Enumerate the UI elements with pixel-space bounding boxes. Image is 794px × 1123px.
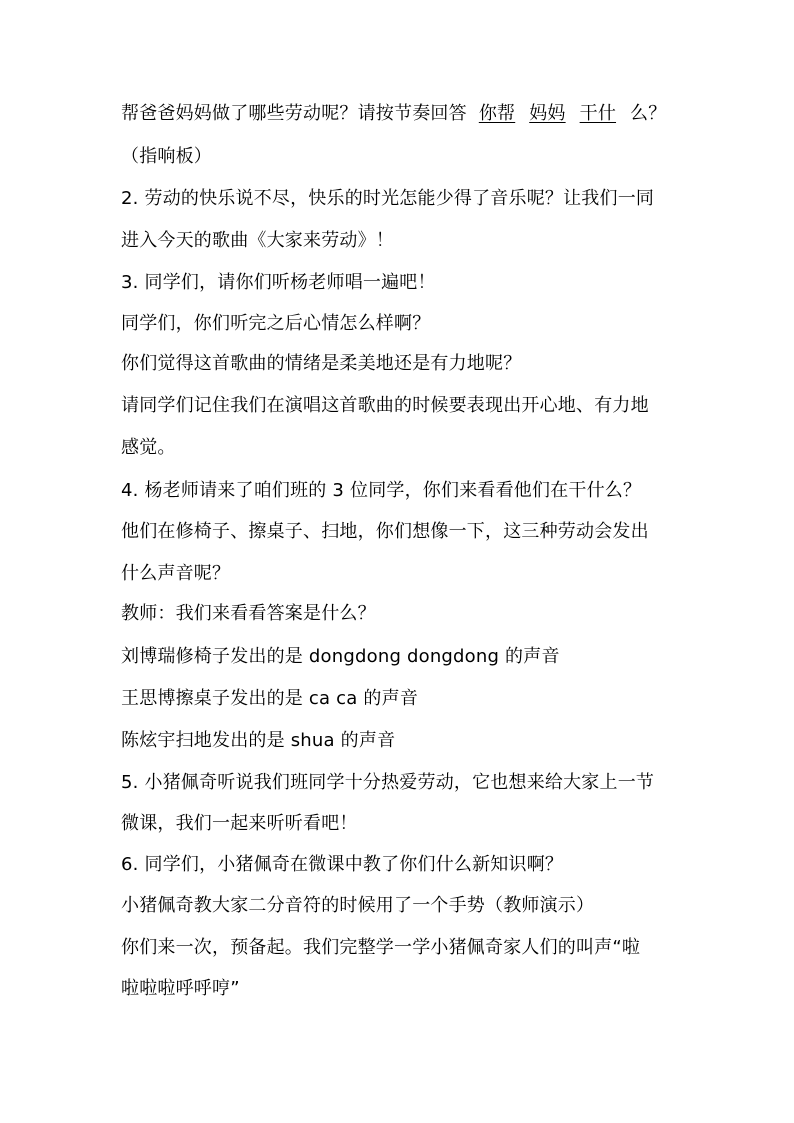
paragraph-line: 王思博擦桌子发出的是 ca ca 的声音 <box>121 688 419 709</box>
paragraph-line: 3. 同学们，请你们听杨老师唱一遍吧！ <box>121 272 436 293</box>
paragraph-line: （指响板） <box>121 146 212 167</box>
paragraph-line: 刘博瑞修椅子发出的是 dongdong dongdong 的声音 <box>121 646 560 667</box>
paragraph-line: 他们在修椅子、擦桌子、扫地，你们想像一下，这三种劳动会发出 <box>121 521 649 542</box>
rhythm-answer-3: 干什 <box>579 103 617 124</box>
paragraph-line <box>121 102 666 126</box>
paragraph-line: 什么声音呢？ <box>121 563 231 584</box>
paragraph-line: 6. 同学们，小猪佩奇在微课中教了你们什么新知识啊？ <box>121 854 564 875</box>
paragraph-line: 感觉。 <box>121 437 176 458</box>
rhythm-answer-1: 你帮 <box>478 103 516 124</box>
paragraph-line: 啦啦啦呼呼哼” <box>121 978 240 999</box>
paragraph-line: 你们觉得这首歌曲的情绪是柔美地还是有力地呢？ <box>121 353 522 374</box>
paragraph-line: 5. 小猪佩奇听说我们班同学十分热爱劳动，它也想来给大家上一节 <box>121 772 655 793</box>
paragraph-line: 同学们，你们听完之后心情怎么样啊？ <box>121 313 431 334</box>
rhythm-answer-4: 么？ <box>630 103 667 124</box>
paragraph-line: 你们来一次，预备起。我们完整学一学小猪佩奇家人们的叫声“啦 <box>121 937 641 958</box>
paragraph-line: 进入今天的歌曲《大家来劳动》！ <box>121 230 394 251</box>
paragraph-line: 请同学们记住我们在演唱这首歌曲的时候要表现出开心地、有力地 <box>121 395 649 416</box>
paragraph-line: 4. 杨老师请来了咱们班的 3 位同学，你们来看看他们在干什么？ <box>121 480 642 501</box>
question-text: 帮爸爸妈妈做了哪些劳动呢？请按节奏回答 <box>121 103 467 124</box>
paragraph-line: 陈炫宇扫地发出的是 shua 的声音 <box>121 730 396 751</box>
paragraph-line: 小猪佩奇教大家二分音符的时候用了一个手势（教师演示） <box>121 895 595 916</box>
paragraph-line: 教师：我们来看看答案是什么？ <box>121 603 376 624</box>
paragraph-line: 2. 劳动的快乐说不尽，快乐的时光怎能少得了音乐呢？让我们一同 <box>121 188 655 209</box>
paragraph-line: 微课，我们一起来听听看吧！ <box>121 813 358 834</box>
rhythm-answer-2: 妈妈 <box>529 103 566 124</box>
